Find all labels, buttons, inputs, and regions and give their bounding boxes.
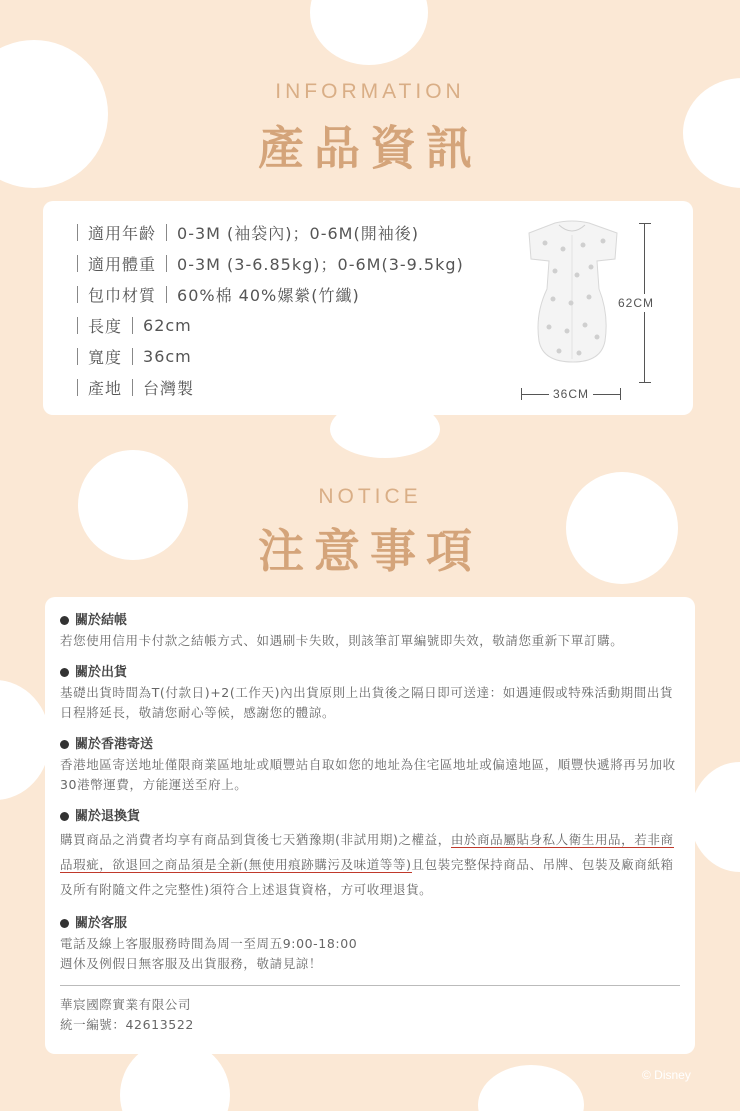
spec-value: 台灣製 [143,379,195,398]
product-info-card [43,201,693,415]
notice-heading: 關於客服 [75,916,128,931]
spec-row [77,372,464,403]
information-title-zh: 產品資訊 [258,121,482,175]
returns-underlined-text: 由於商品屬貼身私人衛生用品，若非商品瑕疵，欲退回之商品須是全新(無使用痕跡購污及味道等等) [60,832,674,872]
spec-label: 適用年齡 [88,224,157,243]
bullet-icon [60,668,69,677]
notice-heading: 關於退換貨 [75,809,141,824]
company-name: 華宸國際實業有限公司 [60,997,192,1012]
notice-item-shipping [60,662,680,723]
spec-list [77,217,464,403]
returns-text: 購買商品之消費者均享有商品到貨後七天猶豫期(非試用期)之權益， [60,832,451,847]
information-title-en: INFORMATION [275,80,465,103]
spec-row [77,310,464,341]
notice-title-en: NOTICE [318,485,422,508]
spec-row [77,279,464,310]
notice-item-checkout [60,610,680,651]
bullet-icon [60,740,69,749]
background-dot [478,1065,584,1111]
spec-value: 0-3M (袖袋內)；0-6M(開袖後) [177,224,419,243]
spec-label: 包巾材質 [88,286,157,305]
bullet-icon [60,616,69,625]
background-dot [310,0,428,65]
notice-heading: 關於出貨 [75,665,128,680]
divider [60,985,680,986]
notice-heading: 關於香港寄送 [75,737,154,752]
background-dot [690,762,740,872]
company-tax-id: 統一編號：42613522 [60,1017,194,1032]
returns-text: 且包裝完整保持商品、吊牌、包裝及廠商紙箱及所有附隨文件之完整性)須符合上述退貨資格，方可收理退貨。 [60,857,674,897]
notice-body: 基礎出貨時間為T(付款日)+2(工作天)內出貨原則上出貨後之隔日即可送達：如遇連假或特殊活動期間出貨日程將延長，敬請您耐心等候，感謝您的體諒。 [60,685,674,720]
service-hours: 電話及線上客服服務時間為周一至周五9:00-18:00 [60,936,358,951]
spec-label: 適用體重 [88,255,157,274]
length-dimension-label: 62CM [618,296,655,310]
spec-value: 0-3M (3-6.85kg)；0-6M(3-9.5kg) [177,255,464,274]
spec-value: 60%棉 40%嫘縈(竹纖) [177,286,360,305]
swaddle-garment-icon [525,219,620,364]
notice-heading: 關於結帳 [75,613,128,628]
notice-body: 香港地區寄送地址僅限商業區地址或順豐站自取如您的地址為住宅區地址或偏遠地區，順豐快遞將再另加收30港幣運費，方能運送至府上。 [60,757,676,792]
notice-body: 若您使用信用卡付款之結帳方式、如遇刷卡失敗，則該筆訂單編號即失效，敬請您重新下單訂購。 [60,633,624,648]
spec-row [77,341,464,372]
copyright: © Disney [642,1068,691,1082]
notice-item-service [60,913,680,974]
spec-row [77,248,464,279]
spec-value: 36cm [143,347,192,366]
service-holiday: 週休及例假日無客服及出貨服務，敬請見諒！ [60,956,323,971]
notice-title-zh: 注意事項 [258,524,482,578]
spec-label: 產地 [88,379,123,398]
spec-value: 62cm [143,316,192,335]
notice-item-returns [60,806,680,902]
width-dimension-label: 36CM [549,387,593,401]
notice-item-hongkong [60,734,680,795]
bullet-icon [60,919,69,928]
background-dot [0,680,50,800]
spec-label: 長度 [88,317,123,336]
notice-card [45,597,695,1054]
bullet-icon [60,812,69,821]
spec-label: 寬度 [88,348,123,367]
spec-row [77,217,464,248]
notice-body [60,827,680,902]
